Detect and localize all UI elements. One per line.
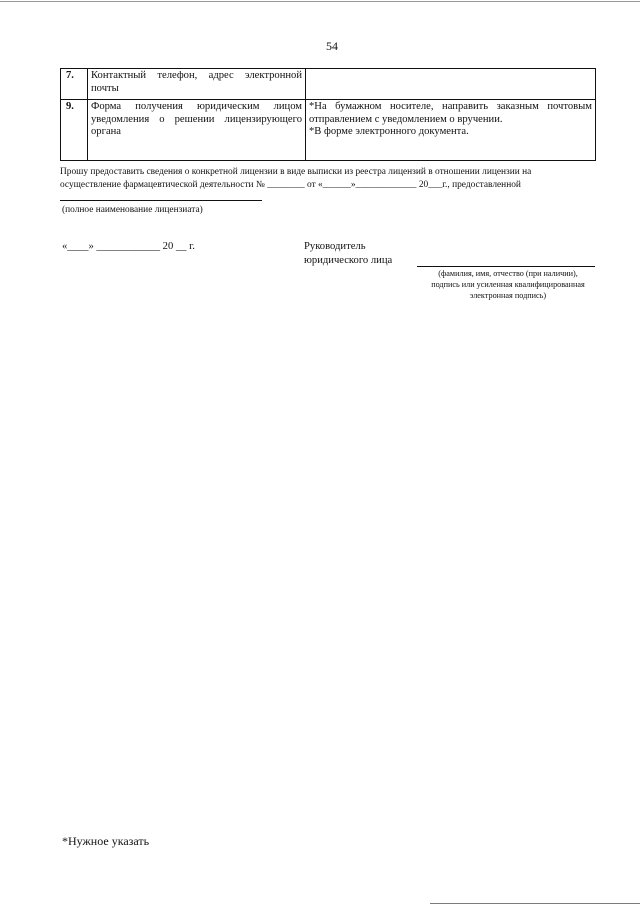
row-label-notification-form: Форма получения юридическим лицом уведомления о решении лицензирующего органа [88,100,306,161]
table-row [61,69,596,100]
form-table [60,68,596,161]
head-title [304,240,392,268]
signature-caption-line-3: электронная подпись) [469,290,547,300]
date-field: «____» ____________ 20 __ г. [62,241,195,252]
signature-field[interactable] [417,266,595,267]
signature-caption [412,269,604,301]
option-electronic: *В форме электронного документа. [309,126,469,138]
row-value-notification-form[interactable] [306,100,596,161]
scan-top-edge [0,1,640,2]
page-number: 54 [326,39,338,53]
signature-caption-line-1: (фамилия, имя, отчество (при наличии), [438,269,578,278]
row-number: 9. [61,100,88,161]
licensee-name-field[interactable] [60,200,262,201]
request-line-1: Прошу предоставить сведения о конкретной лицензии в виде выписки из реестра лицензий в отношении лицензии на [60,167,532,177]
signature-caption-line-2: подпись или усиленная квалифицированная [431,279,585,289]
footnote: *Нужное указать [62,834,150,848]
request-line-2: осуществление фармацевтической деятельности № ________ от «______»_____________ 20___г., предоставленной [60,179,521,190]
head-title-line-2: юридического лица [304,255,393,266]
row-number: 7. [61,69,88,100]
option-paper: *На бумажном носителе, направить заказным почтовым отправлением с уведомлением о вручении. [309,101,592,125]
head-title-line-1: Руководитель [304,241,366,252]
table-row [61,100,596,161]
request-paragraph [60,166,596,191]
row-label-contact: Контактный телефон, адрес электронной почты [88,69,306,100]
row-value-contact[interactable] [306,69,596,100]
licensee-caption: (полное наименование лицензиата) [62,205,203,215]
scan-bottom-edge [430,903,640,904]
